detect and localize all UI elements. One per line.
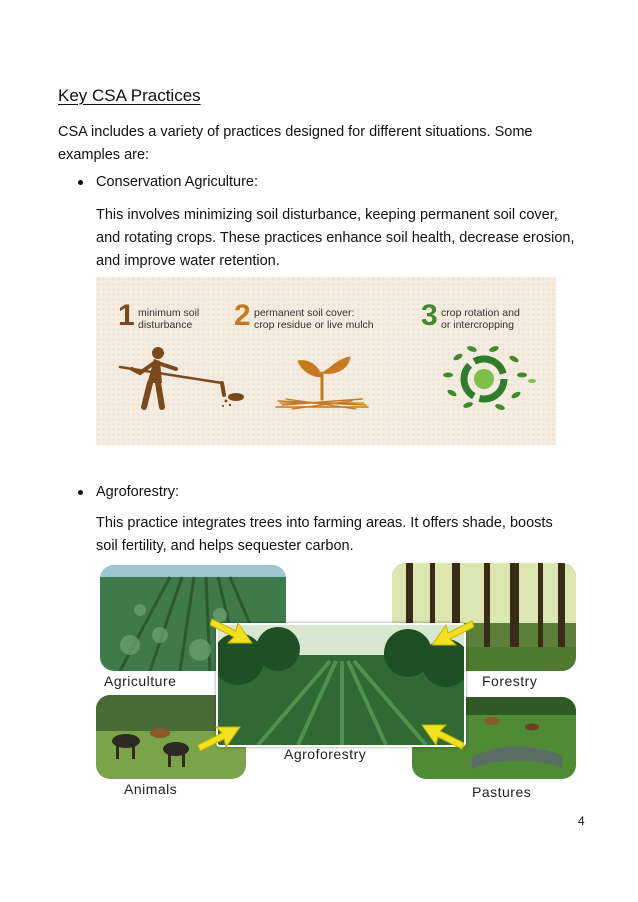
- collage-label-pastures: Pastures: [472, 784, 532, 800]
- page-number: 4: [578, 814, 585, 828]
- seedling-mulch-icon: [272, 349, 372, 411]
- bullet-dot: [78, 180, 83, 185]
- step-text-line: disturbance: [138, 319, 193, 331]
- bullet-label: Agroforestry:: [96, 484, 179, 500]
- bullet-dot: [78, 490, 83, 495]
- bullet-label: Conservation Agriculture:: [96, 174, 258, 190]
- step-number: 1: [118, 299, 135, 332]
- step-text-line: crop residue or live mulch: [254, 319, 374, 331]
- collage-label-agriculture: Agriculture: [104, 673, 177, 689]
- step-text-line: or intercropping: [441, 319, 514, 331]
- step-text-line: crop rotation and: [441, 307, 520, 319]
- farmer-hoe-icon: [114, 343, 244, 413]
- collage-label-forestry: Forestry: [482, 673, 538, 689]
- collage-label-animals: Animals: [124, 781, 178, 797]
- agroforestry-description: This practice integrates trees into farming areas. It offers shade, boosts soil fertility, and helps sequester carbon.: [96, 515, 553, 554]
- arrow-agriculture-icon: [210, 613, 254, 647]
- agroforestry-collage: [96, 563, 576, 803]
- conservation-agriculture-description: This involves minimizing soil disturbance, keeping permanent soil cover, and rotating crops. These practices enhance soil health, decrease erosion, and improve water retention.: [96, 207, 575, 269]
- arrow-forestry-icon: [430, 615, 474, 649]
- intro-paragraph: CSA includes a variety of practices designed for different situations. Some examples are:: [58, 124, 533, 163]
- step-text-line: permanent soil cover:: [254, 307, 355, 319]
- arrow-animals-icon: [198, 723, 242, 757]
- section-heading: Key CSA Practices: [58, 86, 201, 105]
- arrow-pastures-icon: [420, 721, 464, 755]
- step-number: 2: [234, 299, 251, 332]
- conservation-agriculture-infographic: [96, 277, 556, 445]
- step-number: 3: [421, 299, 438, 332]
- step-text-line: minimum soil: [138, 307, 200, 319]
- rotation-leaves-icon: [438, 343, 538, 413]
- collage-label-agroforestry: Agroforestry: [284, 746, 367, 762]
